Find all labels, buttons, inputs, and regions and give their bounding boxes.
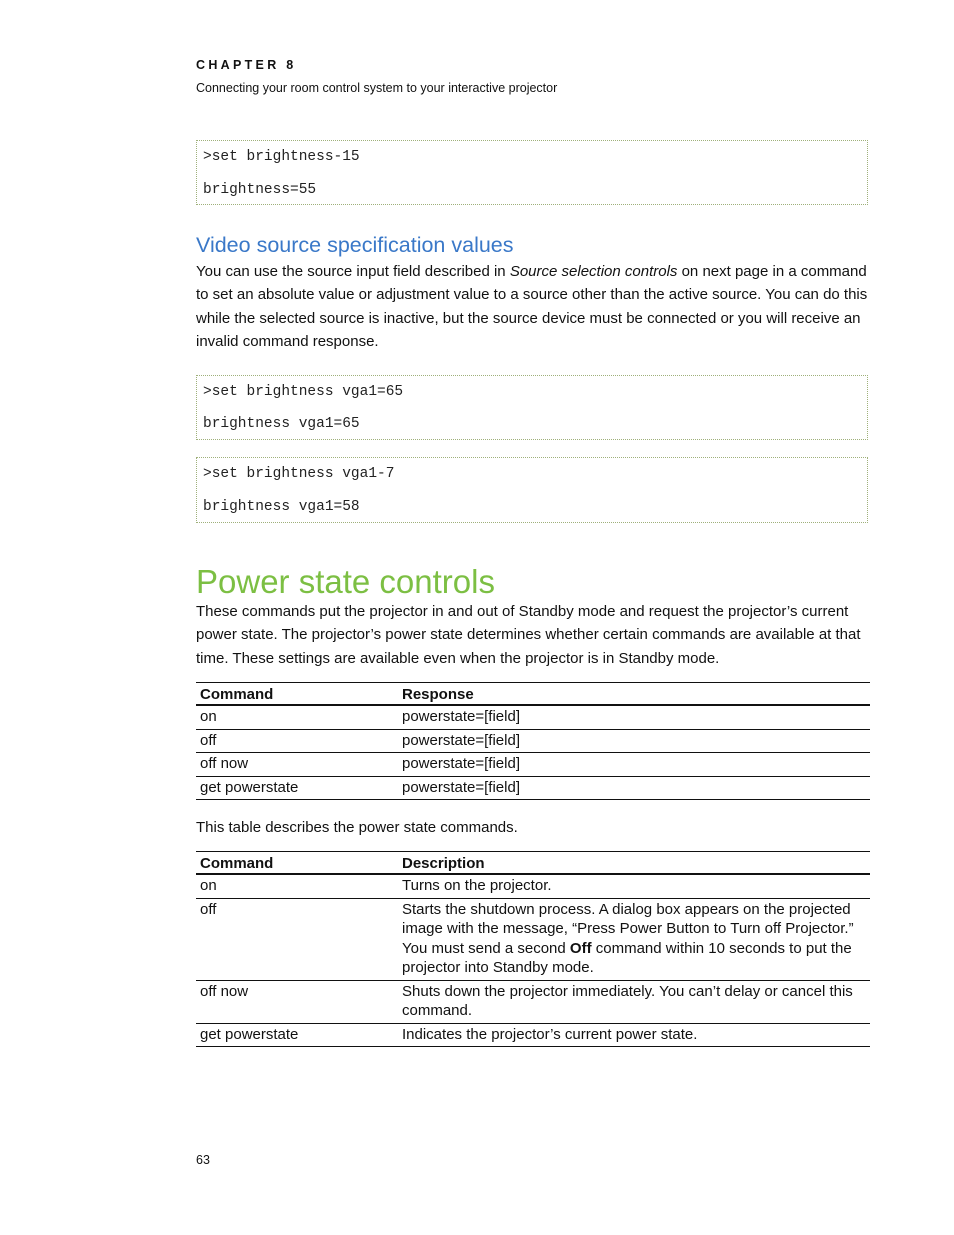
table-header-row — [196, 852, 870, 875]
table-row — [196, 898, 870, 980]
code-line: >set brightness vga1-7 — [203, 466, 395, 482]
table-cell — [398, 898, 870, 980]
text-run: on next page in a command to set an absolute value or adjustment value to a source other than the active source. You can do this while the selected source is inactive, but the source device must be connected or you will receive an invalid command response. — [196, 263, 868, 351]
code-block — [196, 375, 868, 440]
table-header-row — [196, 683, 870, 706]
code-line: >set brightness-15 — [203, 149, 360, 165]
table-cell: powerstate=[field] — [398, 705, 870, 729]
section-heading: Video source specification values — [196, 233, 514, 257]
text-run: Starts the shutdown process. A dialog box appears on the projected image with the message, “Press Power Button to Turn off Projector.” You must send a second — [402, 900, 854, 957]
table-row — [196, 980, 870, 1023]
column-header: Description — [398, 852, 870, 875]
table-cell: Indicates the projector’s current power state. — [398, 1023, 870, 1047]
table-cell: powerstate=[field] — [398, 729, 870, 753]
table-cell: Turns on the projector. — [398, 874, 870, 898]
code-line: brightness=55 — [203, 182, 317, 198]
column-header: Command — [196, 683, 398, 706]
code-block — [196, 457, 868, 523]
table-cell: powerstate=[field] — [398, 776, 870, 800]
table-cell: powerstate=[field] — [398, 753, 870, 777]
code-line: brightness vga1=58 — [203, 499, 360, 515]
table-cell: off — [196, 729, 398, 753]
bold-command: Off — [569, 939, 592, 957]
column-header: Command — [196, 852, 398, 875]
table-row — [196, 776, 870, 800]
description-table — [196, 851, 870, 1047]
code-line: brightness vga1=65 — [203, 416, 360, 432]
table-row — [196, 753, 870, 777]
page-number: 63 — [196, 1153, 210, 1167]
table-row — [196, 874, 870, 898]
code-line: >set brightness vga1=65 — [203, 384, 404, 400]
table-cell: off now — [196, 753, 398, 777]
table-caption: This table describes the power state commands. — [196, 819, 518, 836]
cross-reference: Source selection controls — [509, 263, 678, 280]
text-run: command within 10 seconds to put the projector into Standby mode. — [402, 939, 852, 976]
table-cell: on — [196, 874, 398, 898]
table-cell: off now — [196, 980, 398, 1023]
table-row — [196, 729, 870, 753]
table-cell: off — [196, 898, 398, 980]
body-paragraph — [196, 260, 870, 354]
table-cell: get powerstate — [196, 776, 398, 800]
table-cell: Shuts down the projector immediately. You can’t delay or cancel this command. — [398, 980, 870, 1023]
response-table — [196, 682, 870, 800]
table-cell: get powerstate — [196, 1023, 398, 1047]
section-title: Power state controls — [196, 563, 495, 600]
code-block — [196, 140, 868, 205]
table-cell: on — [196, 705, 398, 729]
chapter-subtitle: Connecting your room control system to your interactive projector — [196, 81, 558, 95]
text-run: You can use the source input field described in — [196, 263, 510, 280]
column-header: Response — [398, 683, 870, 706]
chapter-label: CHAPTER 8 — [196, 58, 297, 72]
body-paragraph: These commands put the projector in and out of Standby mode and request the projector’s current power state. The projector’s power state determines whether certain commands are available at that time. These settings are available even when the projector is in Standby mode. — [196, 603, 861, 667]
table-row — [196, 1023, 870, 1047]
table-row — [196, 705, 870, 729]
